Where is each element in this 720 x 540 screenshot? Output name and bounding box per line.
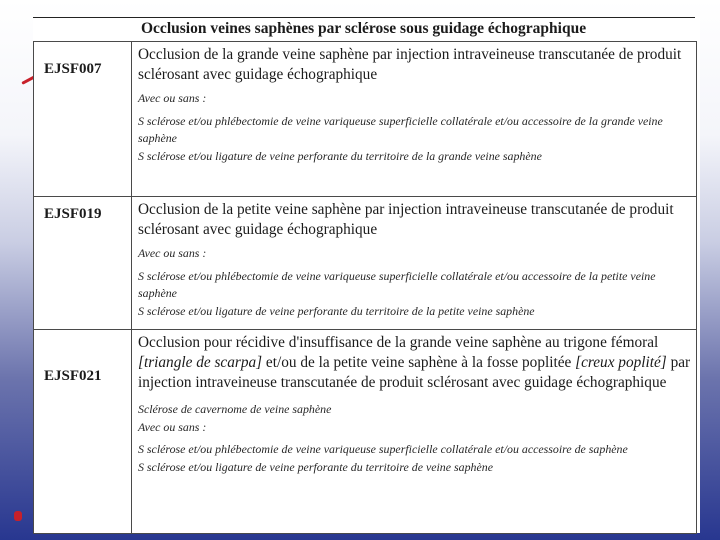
decorative-red-mark <box>14 511 22 521</box>
act-note: Sclérose de cavernome de veine saphène <box>138 402 332 416</box>
description-cell <box>132 42 697 197</box>
act-title-term: [triangle de scarpa] <box>138 354 263 371</box>
code-cell <box>34 197 132 330</box>
description-cell <box>132 330 697 534</box>
act-title: Occlusion de la petite veine saphène par injection intraveineuse transcutanée de produit sclérosant avec guidage échographique <box>138 201 674 238</box>
acts-table <box>33 41 697 534</box>
act-code: EJSF007 <box>44 61 102 77</box>
slide-content <box>33 17 700 533</box>
act-title: Occlusion de la grande veine saphène par injection intraveineuse transcutanée de produit sclérosant avec guidage échographique <box>138 46 682 83</box>
top-rule <box>33 17 695 18</box>
act-item: S sclérose et/ou phlébectomie de veine variqueuse superficielle collatérale et/ou accessoire de saphène <box>138 442 628 456</box>
code-cell <box>34 42 132 197</box>
act-item: S sclérose et/ou phlébectomie de veine variqueuse superficielle collatérale et/ou accessoire de la grande veine saphène <box>138 113 663 145</box>
act-label: Avec ou sans : <box>138 419 207 434</box>
act-item: S sclérose et/ou ligature de veine perforante du territoire de la grande veine saphène <box>138 148 542 163</box>
act-item: S sclérose et/ou ligature de veine perforante du territoire de la petite veine saphène <box>138 303 535 318</box>
act-title-part: Occlusion pour récidive d'insuffisance de la grande veine saphène au trigone fémoral <box>138 334 659 351</box>
act-title-term: [creux poplité] <box>575 354 667 371</box>
act-title-part: et/ou de la petite veine saphène à la fosse poplitée <box>262 354 576 371</box>
act-item: S sclérose et/ou ligature de veine perforante du territoire de veine saphène <box>138 459 493 474</box>
table-row <box>34 42 697 197</box>
act-code: EJSF019 <box>44 206 102 222</box>
description-cell <box>132 197 697 330</box>
act-label: Avec ou sans : <box>138 246 207 260</box>
table-row <box>34 197 697 330</box>
table-row <box>34 330 697 534</box>
act-title <box>138 333 696 393</box>
act-title-part: par injection intraveineuse transcutanée de produit sclérosant avec guidage échographique <box>138 354 691 391</box>
page-title: Occlusion veines saphènes par sclérose sous guidage échographique <box>141 20 587 37</box>
act-code: EJSF021 <box>44 368 102 384</box>
act-label: Avec ou sans : <box>138 91 207 105</box>
code-cell <box>34 330 132 534</box>
act-item: S sclérose et/ou phlébectomie de veine variqueuse superficielle collatérale et/ou accessoire de la petite veine saphène <box>138 268 656 300</box>
